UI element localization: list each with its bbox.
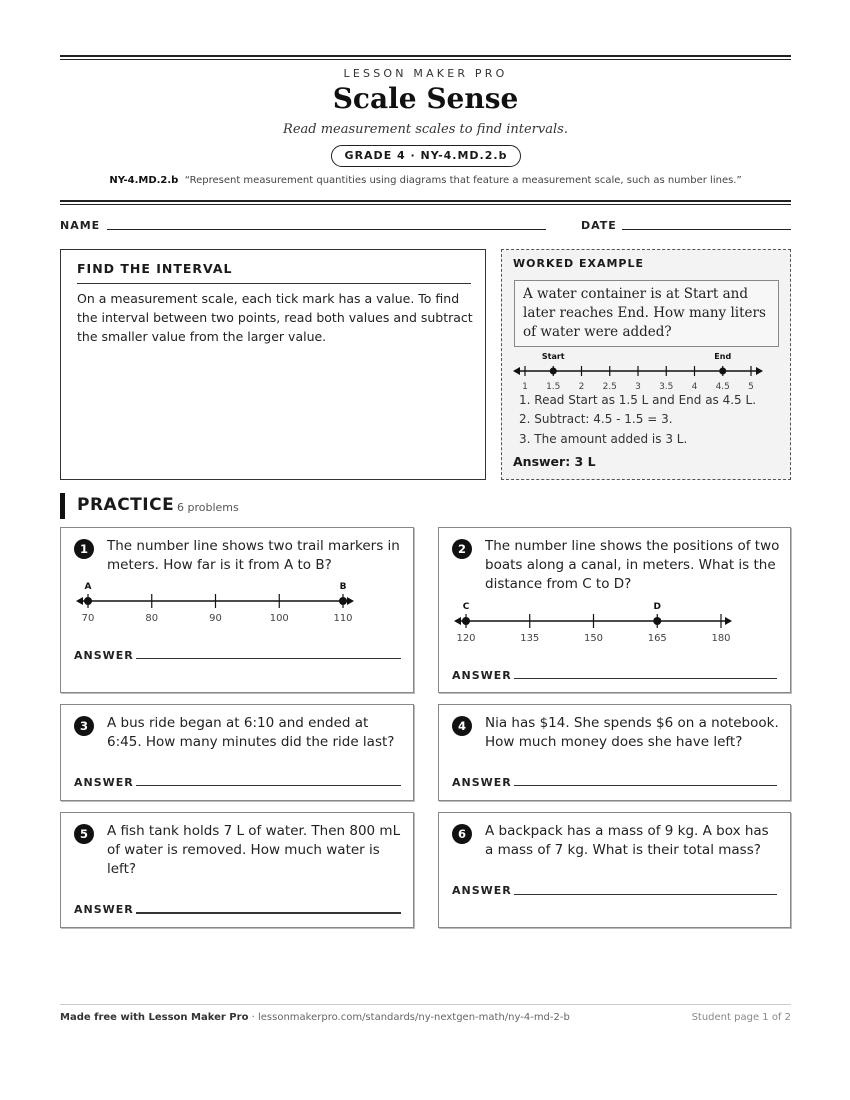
problem-number-6: 6 [452,824,472,844]
p2-nl-tick-label-1: 135 [520,633,540,644]
worked-nl-tick-label-0: 1 [522,382,528,391]
problem-card-5 [60,812,414,928]
problem-number-5: 5 [74,824,94,844]
standard-code: NY-4.MD.2.b [109,175,179,186]
answer-label-3: ANSWER [74,776,134,789]
practice-accent-bar [60,493,65,519]
name-field[interactable] [107,229,546,230]
p1-nl-point-0 [84,597,92,605]
worked-step-2: 2. Subtract: 4.5 - 1.5 = 3. [519,412,673,426]
p1-nl-tick-label-1: 80 [145,613,159,624]
practice-title: PRACTICE [77,495,175,515]
top-rule-thick [60,55,791,57]
worked-nl-tick-label-2: 2 [578,382,585,391]
answer-label-5: ANSWER [74,903,134,916]
standard-statement [60,175,791,186]
answer-field-4[interactable] [514,785,777,786]
page-subtitle: Read measurement scales to find intervals. [283,122,568,137]
footer-page-number: Student page 1 of 2 [691,1012,791,1023]
p2-nl-arrow-left-icon [454,617,461,625]
problem-number-2: 2 [452,539,472,559]
footer-made-with: Made free with Lesson Maker Pro [60,1012,249,1023]
worked-nl-tick-label-4: 3 [635,382,641,391]
answer-field-5[interactable] [136,912,401,914]
problem-text-5: A fish tank holds 7 L of water. Then 800 mL of water is removed. How much water is left? [107,823,401,877]
p2-nl-point-0 [462,617,470,625]
intro-title: FIND THE INTERVAL [77,261,233,276]
practice-count: 6 problems [177,501,239,514]
worked-step-3: 3. The amount added is 3 L. [519,432,688,446]
p1-nl-arrow-left-icon [76,597,83,605]
answer-field-6[interactable] [514,894,777,895]
problem-card-4 [438,704,791,801]
worked-number-line [502,347,790,391]
p2-nl-tick-label-3: 165 [647,633,667,644]
worked-nl-tick-label-6: 4 [691,382,698,391]
answer-label-1: ANSWER [74,649,134,662]
footer-url: · lessonmakerpro.com/standards/ny-nextgen-math/ny-4-md-2-b [248,1012,570,1023]
standard-text: “Represent measurement quantities using diagrams that feature a measurement scale, such as number lines.” [184,175,742,186]
problem-text-6: A backpack has a mass of 9 kg. A box has a mass of 7 kg. What is their total mass? [485,823,769,858]
problem-card-2 [438,527,791,693]
worked-nl-point-label-0: Start [541,352,565,361]
p1-nl-point-1 [339,597,347,605]
p2-nl-tick-label-4: 180 [711,633,731,644]
date-field[interactable] [622,229,791,230]
problem-text-1: The number line shows two trail markers in meters. How far is it from A to B? [107,538,400,573]
header-rule-thick [60,200,791,202]
header-rule-thin [60,204,791,205]
worked-example-title: WORKED EXAMPLE [513,257,644,270]
worked-nl-point-1 [719,368,726,375]
p1-nl-tick-label-4: 110 [333,613,353,624]
problem-number-4: 4 [452,716,472,736]
footer-rule [60,1004,791,1005]
date-label: DATE [581,219,617,232]
footer-credit [60,1012,570,1023]
name-label: NAME [60,219,101,232]
problem-number-1: 1 [74,539,94,559]
worked-nl-arrow-right-icon [756,367,763,375]
p1-nl-point-label-0: A [84,582,92,592]
p1-nl-point-label-1: B [339,582,347,592]
p2-nl-tick-label-2: 150 [583,633,604,644]
answer-label-4: ANSWER [452,776,512,789]
grade-badge: GRADE 4 · NY-4.MD.2.b [331,145,521,167]
intro-divider [77,283,471,284]
intro-box [60,249,486,480]
problem-1-number-line [61,578,413,628]
problem-text-4: Nia has $14. She spends $6 on a notebook. How much money does she have left? [485,715,779,750]
answer-field-2[interactable] [514,678,777,679]
problem-card-6 [438,812,791,928]
problem-text-3: A bus ride began at 6:10 and ended at 6:45. How many minutes did the ride last? [107,715,395,750]
p1-nl-tick-label-0: 70 [81,613,95,624]
worked-nl-tick-label-7: 4.5 [715,382,730,391]
worked-step-1: 1. Read Start as 1.5 L and End as 4.5 L. [519,393,757,407]
answer-field-3[interactable] [136,785,401,786]
problem-number-3: 3 [74,716,94,736]
worked-example-question: A water container is at Start and later reaches End. How many liters of water were added? [514,280,779,347]
page-title: Scale Sense [332,82,519,115]
answer-label-6: ANSWER [452,884,512,897]
p2-nl-point-label-0: C [462,602,470,612]
p2-nl-point-1 [653,617,661,625]
problem-card-3 [60,704,414,801]
answer-field-1[interactable] [136,658,401,659]
p2-nl-arrow-right-icon [725,617,732,625]
brand-name: LESSON MAKER PRO [343,67,508,80]
problem-text-2: The number line shows the positions of two boats along a canal, in meters. What is the distance from C to D? [485,538,780,592]
problem-card-1 [60,527,414,693]
worked-nl-tick-label-1: 1.5 [546,382,561,391]
problem-2-number-line [439,598,790,648]
p1-nl-tick-label-2: 90 [209,613,222,624]
worked-nl-point-0 [550,368,557,375]
worked-nl-tick-label-3: 2.5 [602,382,617,391]
worked-nl-tick-label-8: 5 [748,382,754,391]
worked-nl-tick-label-5: 3.5 [659,382,674,391]
top-rule-thin [60,59,791,60]
worked-nl-arrow-left-icon [513,367,520,375]
worked-answer: Answer: 3 L [513,454,596,469]
p1-nl-tick-label-3: 100 [269,613,289,624]
p1-nl-arrow-right-icon [347,597,354,605]
answer-label-2: ANSWER [452,669,512,682]
p2-nl-point-label-1: D [653,602,661,612]
p2-nl-tick-label-0: 120 [456,633,476,644]
intro-text: On a measurement scale, each tick mark has a value. To find the interval between two points, read both values and subtract the smaller value from the larger value. [77,291,473,344]
worked-example-box [501,249,791,480]
worked-nl-point-label-1: End [714,352,732,361]
